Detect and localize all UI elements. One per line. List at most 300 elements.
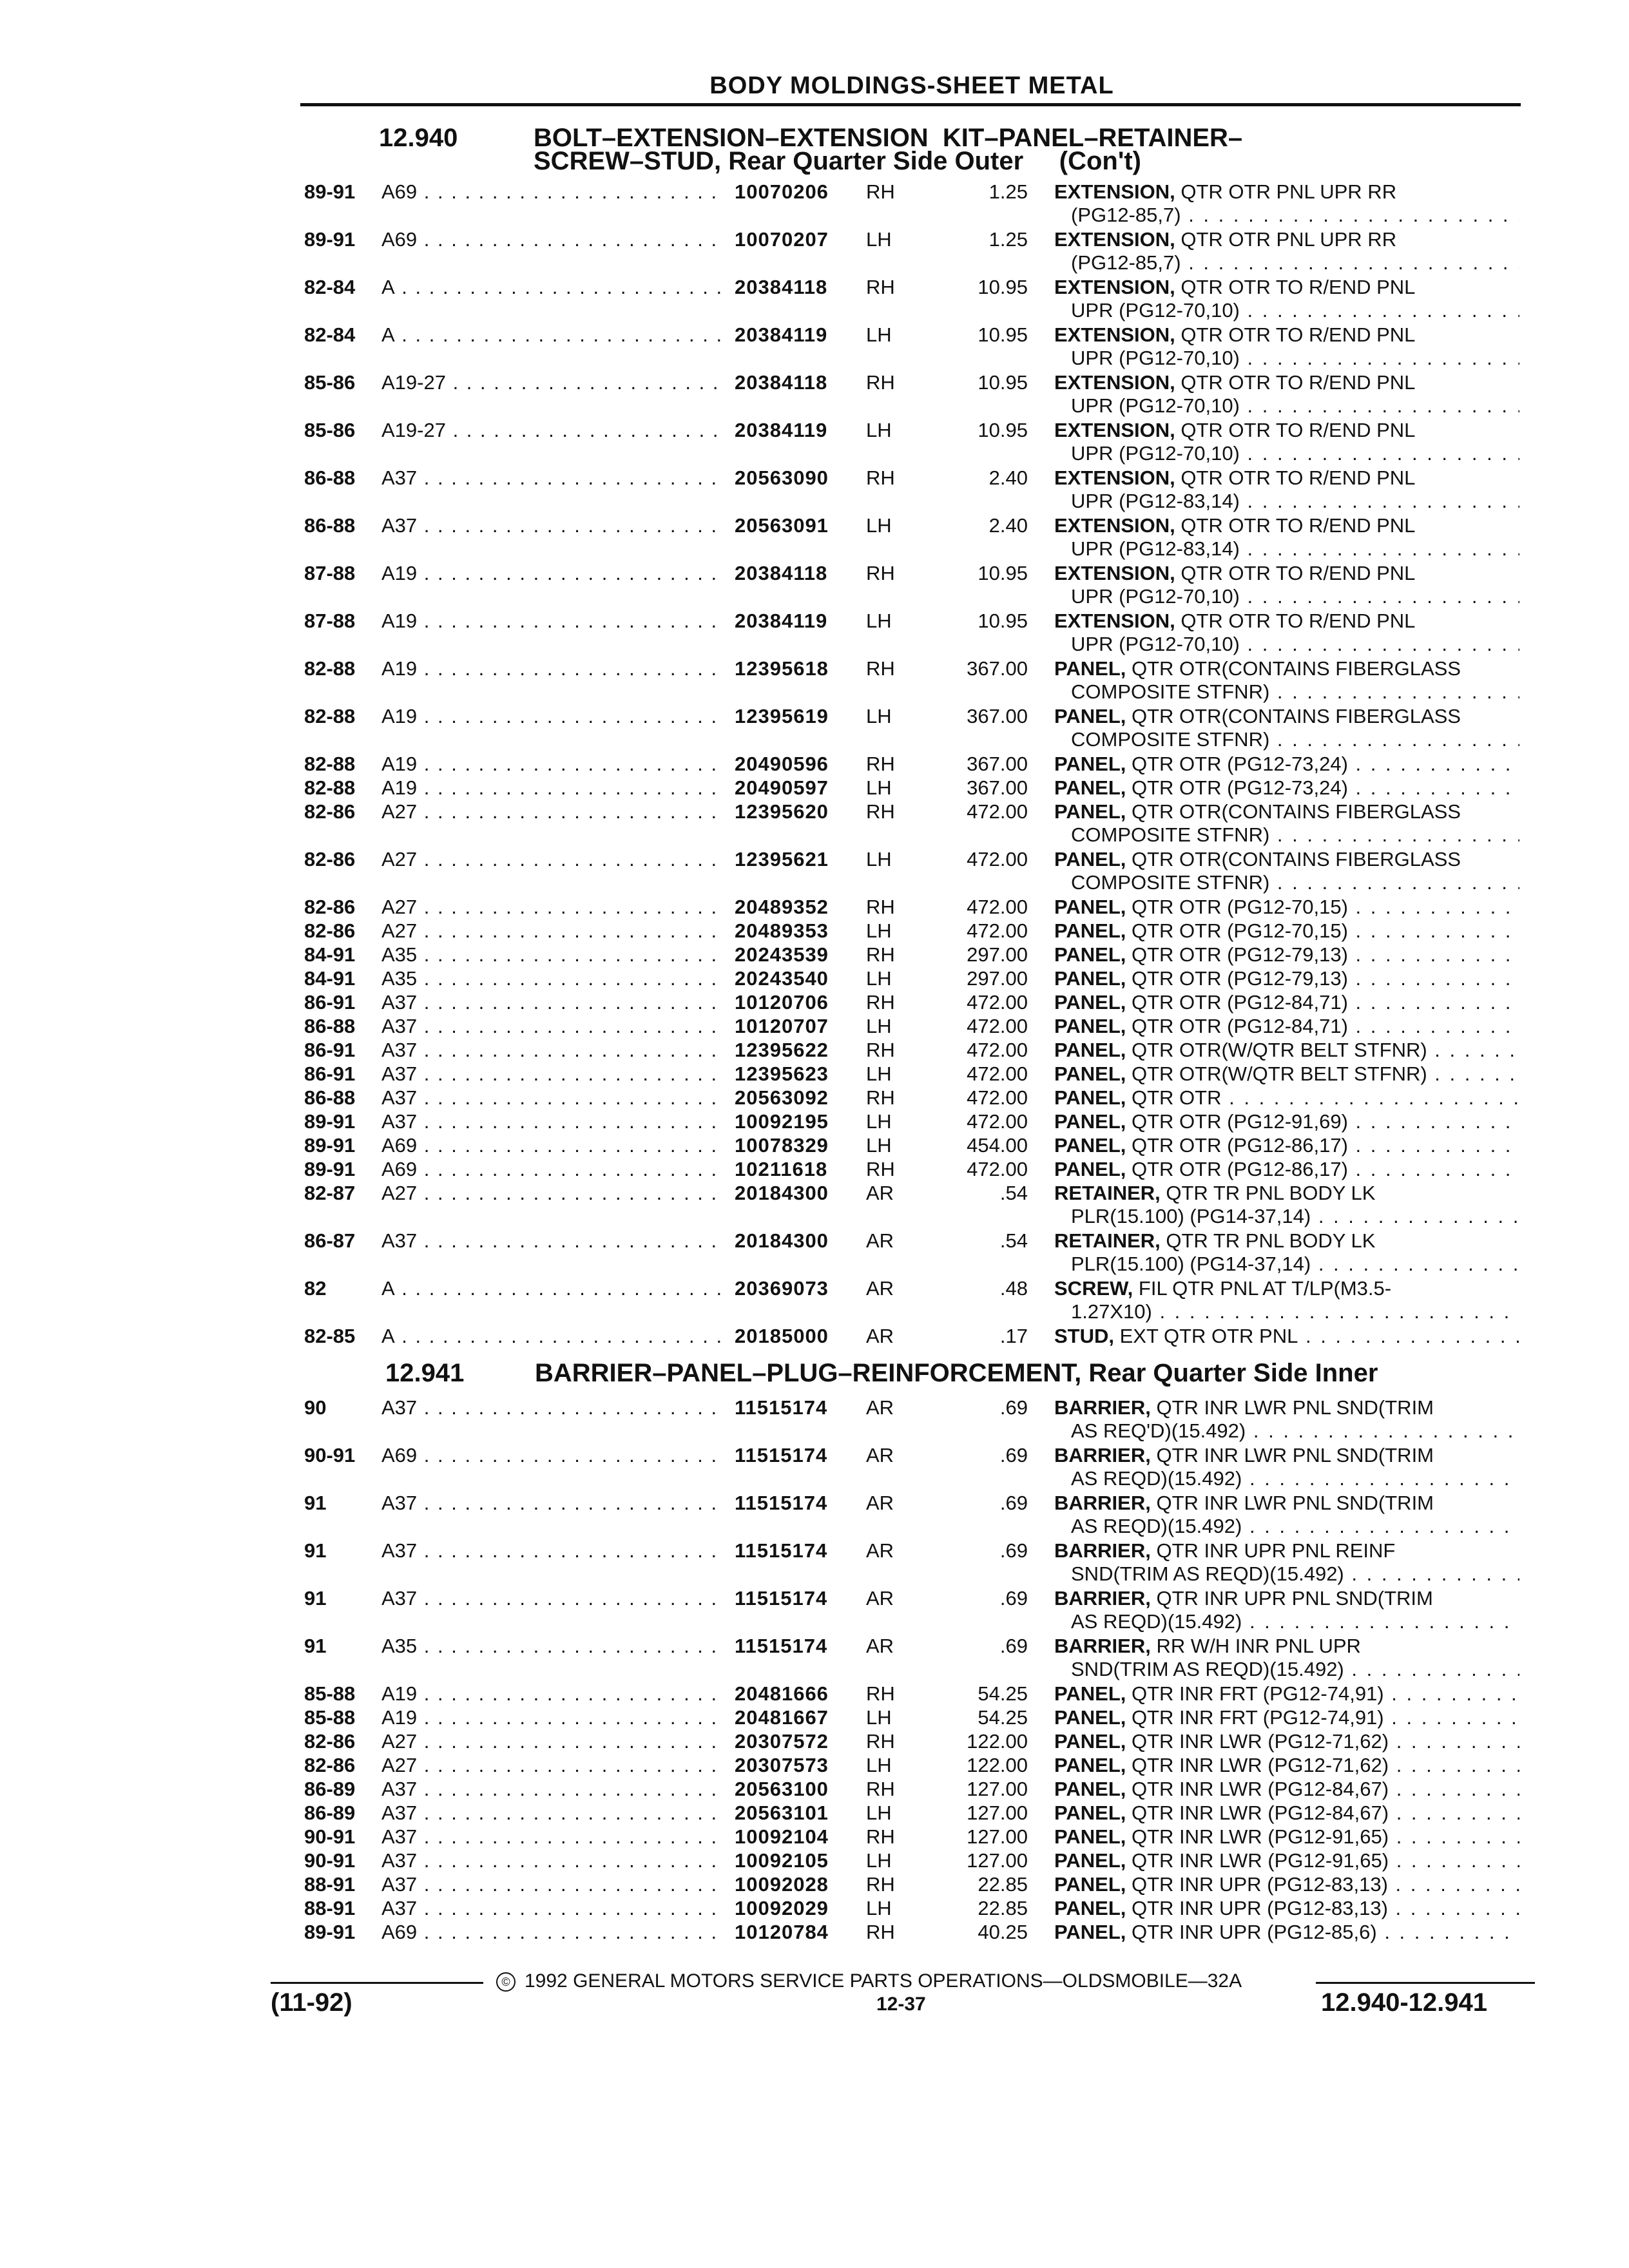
year-range: 82-86 [304, 896, 356, 918]
side-code: LH [866, 848, 892, 870]
side-code: AR [866, 1325, 894, 1347]
year-range: 82-87 [304, 1182, 356, 1204]
description-keyword: PANEL, [1054, 1873, 1126, 1896]
description-keyword: PANEL, [1054, 705, 1126, 727]
part-number: 11515174 [735, 1539, 828, 1562]
description [1054, 1134, 1519, 1157]
description-line1: QTR OTR (PG12-86,17) [1126, 1158, 1348, 1180]
side-code: LH [866, 323, 892, 346]
description-line1: QTR OTR (PG12-84,71) [1126, 1015, 1348, 1037]
year-range: 91 [304, 1539, 327, 1562]
description-keyword: BARRIER, [1054, 1539, 1151, 1562]
description-line1: QTR OTR (PG12-73,24) [1126, 753, 1348, 775]
description [1054, 371, 1519, 418]
model-code: A37 . . . [381, 466, 723, 490]
part-number: 10092104 [735, 1825, 829, 1848]
model-code: A19 . . . [381, 657, 723, 680]
model-code: A69 . . . [381, 1921, 723, 1944]
description [1054, 705, 1519, 751]
description-line1: QTR OTR (PG12-70,15) [1126, 896, 1348, 918]
price: 472.00 [967, 1110, 1028, 1133]
part-number: 11515174 [735, 1396, 828, 1419]
table-row [0, 610, 1629, 655]
table-row [0, 419, 1629, 464]
price: 472.00 [967, 991, 1028, 1014]
description-keyword: BARRIER, [1054, 1587, 1151, 1610]
description-line1: QTR INR LWR (PG12-84,67) [1126, 1802, 1389, 1824]
description [1054, 1802, 1519, 1825]
model-code: A69 . . . [381, 180, 723, 204]
description-line1: QTR TR PNL BODY LK [1160, 1182, 1376, 1204]
description-line1: EXT QTR OTR PNL [1114, 1325, 1298, 1347]
year-range: 82-84 [304, 323, 356, 346]
side-code: LH [866, 1134, 892, 1157]
description-line2: UPR (PG12-70,10) [1071, 299, 1240, 322]
price: 127.00 [967, 1849, 1028, 1872]
description-keyword: RETAINER, [1054, 1182, 1161, 1204]
price: 10.95 [978, 610, 1028, 632]
side-code: AR [866, 1492, 894, 1514]
section-number: 12.941 [385, 1359, 465, 1387]
model-code: A37 . . . [381, 1015, 723, 1038]
side-code: RH [866, 466, 895, 489]
description-keyword: PANEL, [1054, 1921, 1126, 1943]
description-keyword: EXTENSION, [1054, 276, 1175, 298]
side-code: LH [866, 967, 892, 990]
table-row [0, 1587, 1629, 1632]
year-range: 86-88 [304, 1015, 356, 1037]
price: 472.00 [967, 800, 1028, 823]
price: 1.25 [988, 180, 1028, 203]
description-line1: QTR INR UPR PNL SND(TRIM [1150, 1587, 1433, 1610]
description-keyword: BARRIER, [1054, 1396, 1151, 1419]
price: 367.00 [967, 657, 1028, 680]
part-number: 20563100 [735, 1778, 829, 1800]
description [1054, 1587, 1519, 1633]
description-line1: QTR OTR TO R/END PNL [1175, 514, 1416, 537]
description-keyword: PANEL, [1054, 1039, 1126, 1061]
description-line1: QTR OTR TO R/END PNL [1175, 323, 1416, 346]
description-keyword: RETAINER, [1054, 1229, 1161, 1252]
description [1054, 276, 1519, 322]
side-code: AR [866, 1444, 894, 1466]
table-row [0, 371, 1629, 416]
description-keyword: PANEL, [1054, 896, 1126, 918]
part-number: 20481666 [735, 1682, 829, 1705]
description [1054, 1754, 1519, 1777]
footer-rule-left [271, 1982, 483, 1984]
description [1054, 1682, 1519, 1706]
side-code: AR [866, 1539, 894, 1562]
part-number: 20369073 [735, 1277, 829, 1300]
price: 127.00 [967, 1825, 1028, 1848]
description-line1: QTR OTR (PG12-84,71) [1126, 991, 1348, 1014]
part-number: 20243540 [735, 967, 829, 990]
description [1054, 1229, 1519, 1276]
side-code: LH [866, 228, 892, 251]
table-row [0, 228, 1629, 273]
description-keyword: EXTENSION, [1054, 514, 1175, 537]
description-line1: QTR OTR(CONTAINS FIBERGLASS [1126, 800, 1461, 823]
year-range: 86-88 [304, 1086, 356, 1109]
year-range: 85-86 [304, 371, 356, 394]
description [1054, 1706, 1519, 1729]
year-range: 89-91 [304, 1110, 356, 1133]
table-row [0, 1492, 1629, 1537]
table-row [0, 323, 1629, 369]
year-range: 82-84 [304, 276, 356, 298]
description [1054, 1158, 1519, 1181]
model-code: A37 . . . [381, 1873, 723, 1896]
price: .69 [999, 1539, 1028, 1562]
description-line2: UPR (PG12-83,14) [1071, 490, 1240, 512]
model-code: A37 . . . [381, 991, 723, 1014]
price: 127.00 [967, 1802, 1028, 1824]
description [1054, 896, 1519, 919]
price: 122.00 [967, 1754, 1028, 1776]
table-row [0, 514, 1629, 559]
description-line1: QTR OTR (PG12-79,13) [1126, 967, 1348, 990]
description [1054, 776, 1519, 800]
part-number: 12395622 [735, 1039, 829, 1061]
model-code: A37 . . . [381, 1086, 723, 1110]
description-line2: PLR(15.100) (PG14-37,14) [1071, 1205, 1311, 1227]
description-line2: SND(TRIM AS REQD)(15.492) [1071, 1658, 1344, 1680]
description-line1: QTR OTR [1126, 1086, 1222, 1109]
side-code: RH [866, 1730, 895, 1753]
price: 1.25 [988, 228, 1028, 251]
part-number: 10078329 [735, 1134, 829, 1157]
price: 472.00 [967, 1086, 1028, 1109]
description [1054, 228, 1519, 274]
description-keyword: PANEL, [1054, 919, 1126, 942]
price: 2.40 [988, 466, 1028, 489]
description-keyword: PANEL, [1054, 1134, 1126, 1157]
price: 10.95 [978, 323, 1028, 346]
description [1054, 753, 1519, 776]
price: 472.00 [967, 1039, 1028, 1061]
part-number: 20384119 [735, 419, 828, 441]
description [1054, 1015, 1519, 1038]
description [1054, 1897, 1519, 1920]
year-range: 82-86 [304, 919, 356, 942]
part-number: 10092028 [735, 1873, 829, 1896]
side-code: LH [866, 610, 892, 632]
description-keyword: EXTENSION, [1054, 180, 1175, 203]
description-line1: QTR INR LWR PNL SND(TRIM [1150, 1444, 1434, 1466]
description [1054, 1539, 1519, 1586]
model-code: A27 . . . [381, 1182, 723, 1205]
model-code: A37 . . . [381, 1802, 723, 1825]
side-code: RH [866, 1873, 895, 1896]
year-range: 85-88 [304, 1682, 356, 1705]
part-number: 20184300 [735, 1182, 829, 1204]
description-keyword: PANEL, [1054, 1110, 1126, 1133]
model-code: A69 . . . [381, 1444, 723, 1467]
description-line1: QTR OTR TO R/END PNL [1175, 371, 1416, 394]
description-line1: QTR INR UPR (PG12-83,13) [1126, 1897, 1388, 1919]
table-row [0, 1635, 1629, 1680]
model-code: A27 . . . [381, 800, 723, 823]
year-range: 91 [304, 1635, 327, 1657]
part-number: 20563101 [735, 1802, 829, 1824]
description [1054, 1492, 1519, 1538]
copyright-icon: © [496, 1972, 516, 1992]
description-keyword: PANEL, [1054, 1015, 1126, 1037]
description-line1: QTR INR LWR (PG12-71,62) [1126, 1754, 1389, 1776]
description-keyword: PANEL, [1054, 776, 1126, 799]
description [1054, 800, 1519, 847]
side-code: AR [866, 1396, 894, 1419]
description [1054, 967, 1519, 990]
year-range: 82-86 [304, 848, 356, 870]
description-line1: QTR OTR TO R/END PNL [1175, 562, 1416, 584]
side-code: RH [866, 1039, 895, 1061]
year-range: 90-91 [304, 1825, 356, 1848]
year-range: 82-86 [304, 800, 356, 823]
description-line1: QTR INR LWR (PG12-91,65) [1126, 1825, 1389, 1848]
year-range: 82 [304, 1277, 327, 1300]
year-range: 91 [304, 1492, 327, 1514]
side-code: AR [866, 1182, 894, 1204]
description-line2: COMPOSITE STFNR) [1071, 823, 1270, 846]
side-code: RH [866, 371, 895, 394]
description-line1: QTR INR LWR (PG12-84,67) [1126, 1778, 1389, 1800]
description [1054, 1921, 1519, 1944]
year-range: 82-88 [304, 753, 356, 775]
side-code: RH [866, 753, 895, 775]
side-code: LH [866, 1897, 892, 1919]
description [1054, 1325, 1519, 1348]
model-code: A . . . [381, 276, 723, 299]
year-range: 86-88 [304, 466, 356, 489]
model-code: A19 . . . [381, 753, 723, 776]
price: 472.00 [967, 919, 1028, 942]
description-keyword: EXTENSION, [1054, 228, 1175, 251]
description-line2: UPR (PG12-83,14) [1071, 537, 1240, 560]
part-number: 20489352 [735, 896, 829, 918]
description-keyword: PANEL, [1054, 1730, 1126, 1753]
description-line1: QTR INR UPR (PG12-85,6) [1126, 1921, 1377, 1943]
part-number: 11515174 [735, 1492, 828, 1514]
description-line1: QTR INR LWR PNL SND(TRIM [1150, 1396, 1434, 1419]
side-code: RH [866, 800, 895, 823]
description [1054, 1825, 1519, 1849]
side-code: RH [866, 1158, 895, 1180]
model-code: A35 . . . [381, 1635, 723, 1658]
page-header-title: BODY MOLDINGS-SHEET METAL [709, 72, 1114, 99]
side-code: AR [866, 1229, 894, 1252]
description [1054, 1444, 1519, 1490]
side-code: RH [866, 991, 895, 1014]
year-range: 84-91 [304, 943, 356, 966]
description-keyword: PANEL, [1054, 1682, 1126, 1705]
description [1054, 1277, 1519, 1323]
description [1054, 562, 1519, 608]
year-range: 82-86 [304, 1730, 356, 1753]
side-code: LH [866, 1015, 892, 1037]
description-line2: COMPOSITE STFNR) [1071, 680, 1270, 703]
model-code: A27 . . . [381, 896, 723, 919]
year-range: 89-91 [304, 1134, 356, 1157]
model-code: A19 . . . [381, 776, 723, 800]
section-title-line1: BARRIER–PANEL–PLUG–REINFORCEMENT, Rear Quarter Side Inner [535, 1359, 1378, 1387]
year-range: 87-88 [304, 562, 356, 584]
model-code: A19 . . . [381, 562, 723, 585]
price: 472.00 [967, 896, 1028, 918]
price: .17 [999, 1325, 1028, 1347]
table-row [0, 1182, 1629, 1227]
model-code: A37 . . . [381, 1539, 723, 1562]
year-range: 86-91 [304, 1062, 356, 1085]
part-number: 12395621 [735, 848, 829, 870]
table-row [0, 848, 1629, 893]
description-keyword: PANEL, [1054, 753, 1126, 775]
model-code: A19-27 . . . [381, 419, 723, 442]
model-code: A35 . . . [381, 943, 723, 966]
year-range: 86-91 [304, 991, 356, 1014]
description-line1: QTR OTR (PG12-91,69) [1126, 1110, 1348, 1133]
table-row [0, 562, 1629, 607]
section-number: 12.940 [379, 124, 458, 152]
model-code: A69 . . . [381, 228, 723, 251]
side-code: RH [866, 1825, 895, 1848]
price: 10.95 [978, 562, 1028, 584]
price: 10.95 [978, 371, 1028, 394]
price: 472.00 [967, 1062, 1028, 1085]
price: .54 [999, 1229, 1028, 1252]
description-keyword: PANEL, [1054, 1778, 1126, 1800]
description-line1: QTR INR LWR (PG12-71,62) [1126, 1730, 1389, 1753]
footer-copyright [496, 1970, 1334, 1992]
year-range: 86-87 [304, 1229, 356, 1252]
table-row [0, 657, 1629, 702]
description [1054, 466, 1519, 513]
description-line2: UPR (PG12-70,10) [1071, 442, 1240, 465]
part-number: 10092029 [735, 1897, 829, 1919]
description-line2: UPR (PG12-70,10) [1071, 394, 1240, 417]
year-range: 84-91 [304, 967, 356, 990]
description [1054, 1849, 1519, 1872]
description [1054, 514, 1519, 561]
description [1054, 610, 1519, 656]
model-code: A69 . . . [381, 1158, 723, 1181]
table-row [0, 276, 1629, 321]
part-number: 12395618 [735, 657, 829, 680]
description-line1: QTR OTR PNL UPR RR [1175, 180, 1397, 203]
footer-section-range: 12.940-12.941 [1321, 1988, 1488, 2017]
side-code: RH [866, 1086, 895, 1109]
price: .69 [999, 1492, 1028, 1514]
description-line2: (PG12-85,7) [1071, 251, 1181, 274]
description [1054, 1730, 1519, 1753]
copyright-text: 1992 GENERAL MOTORS SERVICE PARTS OPERATIONS—OLDSMOBILE—32A [525, 1970, 1242, 1992]
description [1054, 1635, 1519, 1681]
description-line1: FIL QTR PNL AT T/LP(M3.5- [1133, 1277, 1392, 1300]
description-keyword: EXTENSION, [1054, 610, 1175, 632]
description [1054, 1396, 1519, 1443]
description-line1: QTR OTR(CONTAINS FIBERGLASS [1126, 705, 1461, 727]
model-code: A35 . . . [381, 967, 723, 990]
year-range: 89-91 [304, 180, 356, 203]
price: .54 [999, 1182, 1028, 1204]
description [1054, 323, 1519, 370]
description-keyword: EXTENSION, [1054, 419, 1175, 441]
model-code: A37 . . . [381, 1897, 723, 1920]
price: .69 [999, 1444, 1028, 1466]
price: 367.00 [967, 705, 1028, 727]
part-number: 20384118 [735, 276, 828, 298]
description-keyword: PANEL, [1054, 1706, 1126, 1729]
description-line2: SND(TRIM AS REQD)(15.492) [1071, 1562, 1344, 1585]
side-code: LH [866, 705, 892, 727]
model-code: A37 . . . [381, 1587, 723, 1610]
part-number: 20384118 [735, 371, 828, 394]
footer-rule-right [1316, 1982, 1535, 1984]
description-keyword: EXTENSION, [1054, 466, 1175, 489]
section-title-line1: BOLT–EXTENSION–EXTENSION KIT–PANEL–RETAINER– [534, 124, 1243, 152]
description [1054, 1182, 1519, 1228]
part-number: 10070207 [735, 228, 829, 251]
year-range: 82-88 [304, 705, 356, 727]
description [1054, 1086, 1519, 1110]
description-keyword: BARRIER, [1054, 1635, 1151, 1657]
part-number: 20490597 [735, 776, 829, 799]
price: 54.25 [978, 1682, 1028, 1705]
price: 2.40 [988, 514, 1028, 537]
model-code: A19 . . . [381, 1682, 723, 1706]
part-number: 12395619 [735, 705, 829, 727]
model-code: A37 . . . [381, 1849, 723, 1872]
description-line1: QTR INR LWR PNL SND(TRIM [1150, 1492, 1434, 1514]
part-number: 11515174 [735, 1635, 828, 1657]
model-code: A27 . . . [381, 848, 723, 871]
price: 472.00 [967, 1015, 1028, 1037]
table-row [0, 705, 1629, 750]
model-code: A37 . . . [381, 1229, 723, 1253]
table-row [0, 800, 1629, 845]
price: .69 [999, 1587, 1028, 1610]
description [1054, 657, 1519, 704]
side-code: LH [866, 514, 892, 537]
description-keyword: BARRIER, [1054, 1492, 1151, 1514]
description [1054, 991, 1519, 1014]
description-keyword: PANEL, [1054, 1849, 1126, 1872]
part-number: 20185000 [735, 1325, 829, 1347]
table-row [0, 1539, 1629, 1584]
description-keyword: PANEL, [1054, 1754, 1126, 1776]
description [1054, 848, 1519, 894]
description-line1: QTR OTR (PG12-73,24) [1126, 776, 1348, 799]
price: 10.95 [978, 276, 1028, 298]
side-code: RH [866, 1682, 895, 1705]
part-number: 12395623 [735, 1062, 829, 1085]
side-code: RH [866, 657, 895, 680]
model-code: A37 . . . [381, 1062, 723, 1086]
description-keyword: PANEL, [1054, 967, 1126, 990]
side-code: LH [866, 1706, 892, 1729]
description [1054, 1039, 1519, 1062]
table-row [0, 1444, 1629, 1489]
description-keyword: EXTENSION, [1054, 371, 1175, 394]
table-row [0, 466, 1629, 512]
model-code: A . . . [381, 1277, 723, 1300]
section-title-line2: SCREW–STUD, Rear Quarter Side Outer (Con't) [534, 147, 1141, 175]
price: .69 [999, 1396, 1028, 1419]
description [1054, 1062, 1519, 1086]
price: 367.00 [967, 776, 1028, 799]
side-code: AR [866, 1277, 894, 1300]
